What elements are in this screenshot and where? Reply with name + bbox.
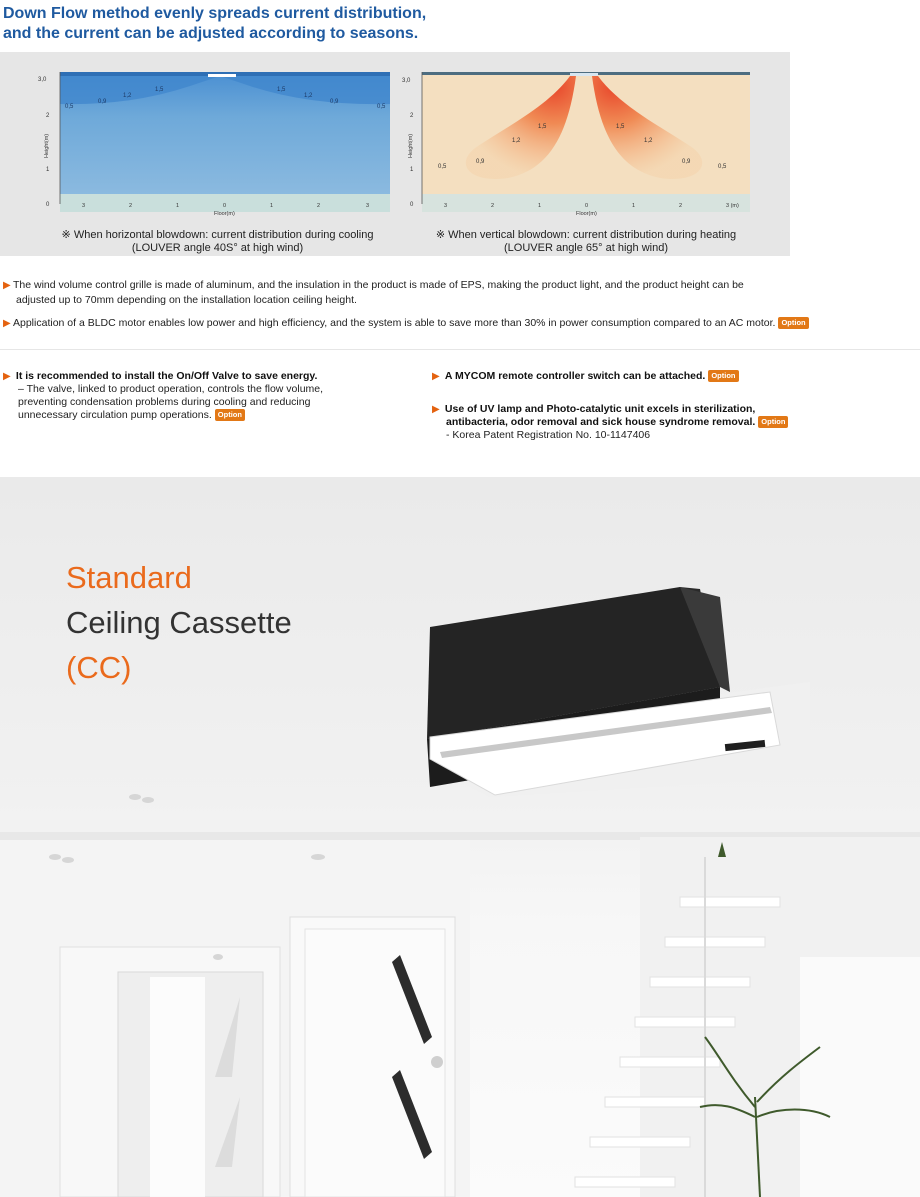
- heat-x-tick: 2: [491, 203, 495, 209]
- cooling-caption-line-1: ※ When horizontal blowdown: current distribution during cooling: [61, 229, 374, 241]
- cool-contour-label: 0,5: [377, 104, 386, 110]
- heat-contour-label: 0,5: [718, 164, 727, 170]
- heat-contour-label: 0,9: [476, 159, 485, 165]
- heat-y-tick-2: 2: [410, 113, 414, 119]
- cool-contour-label: 1,2: [304, 93, 313, 99]
- feature-uv: [432, 403, 872, 442]
- cool-contour-label: 0,9: [330, 99, 339, 105]
- cool-y-tick-2: 2: [46, 113, 50, 119]
- heating-caption: [416, 229, 756, 255]
- cool-x-tick: 2: [129, 203, 133, 209]
- heat-y-tick-0: 0: [410, 202, 414, 208]
- headline-line-2: and the current can be adjusted according to seasons.: [3, 25, 419, 42]
- bullet-grille-line-2: adjusted up to 70mm depending on the installation location ceiling height.: [16, 294, 357, 306]
- heat-x-tick: 0: [585, 203, 589, 209]
- unit-outlet: [570, 73, 598, 76]
- heat-y-axis-label: Height(m): [408, 133, 414, 158]
- option-badge: Option: [778, 317, 808, 329]
- feature-uv-title-2: antibacteria, odor removal and sick house syndrome removal.: [446, 416, 756, 428]
- cool-x-tick: 0: [223, 203, 227, 209]
- heating-distribution-figure: [398, 66, 758, 221]
- cool-x-tick: 2: [317, 203, 321, 209]
- hero-title-standard: Standard: [66, 560, 192, 595]
- feature-uv-note: - Korea Patent Registration No. 10-1147406: [446, 429, 651, 441]
- cool-contour-label: 0,9: [98, 99, 107, 105]
- cool-x-tick: 3: [82, 203, 86, 209]
- heat-x-axis-label: Floor(m): [576, 211, 597, 217]
- cool-y-axis-label: Height(m): [44, 133, 50, 158]
- window: [800, 957, 920, 1197]
- feature-valve: [3, 370, 403, 422]
- heating-caption-line-1: ※ When vertical blowdown: current distribution during heating: [435, 229, 737, 241]
- heat-y-tick-3: 3,0: [402, 78, 411, 84]
- heating-room-area: [422, 72, 750, 200]
- option-badge: Option: [758, 416, 788, 428]
- feature-uv-title-1: Use of UV lamp and Photo-catalytic unit excels in sterilization,: [444, 403, 756, 415]
- heat-contour-label: 0,9: [682, 159, 691, 165]
- cool-y-tick-0: 0: [46, 202, 50, 208]
- headline-line-1: Down Flow method evenly spreads current distribution,: [3, 5, 427, 22]
- heat-x-tick: 1: [632, 203, 636, 209]
- bullet-bldc: [3, 316, 913, 331]
- hero-title-cc: (CC): [66, 650, 132, 685]
- section-headline: [3, 4, 426, 44]
- cooling-caption-line-2: (LOUVER angle 40S° at high wind): [131, 242, 304, 254]
- orange-triangle-icon: ▶: [3, 371, 11, 382]
- feature-valve-line-1: – The valve, linked to product operation, controls the flow volume,: [18, 383, 324, 395]
- cooling-diagram: [30, 66, 395, 221]
- option-badge: Option: [708, 370, 738, 382]
- cool-contour-label: 1,5: [277, 87, 286, 93]
- cool-x-tick: 1: [270, 203, 274, 209]
- hero-section: [0, 477, 920, 1197]
- unit-outlet: [208, 74, 236, 77]
- hero-title-ceiling-cassette: Ceiling Cassette: [66, 605, 292, 640]
- option-badge: Option: [215, 409, 245, 421]
- heat-x-tick: 3: [444, 203, 448, 209]
- orange-triangle-icon: ▶: [3, 280, 11, 291]
- heat-contour-label: 1,5: [616, 124, 625, 130]
- figure-panel: [0, 52, 790, 256]
- cool-contour-label: 0,5: [65, 104, 74, 110]
- door-knob: [431, 1056, 443, 1068]
- feature-valve-line-2: preventing condensation problems during cooling and reducing: [18, 396, 311, 408]
- section-divider: [0, 349, 920, 350]
- cool-x-tick: 1: [176, 203, 180, 209]
- bullet-grille: [3, 278, 903, 307]
- feature-mycom-title: A MYCOM remote controller switch can be attached.: [444, 370, 706, 382]
- heat-contour-label: 1,5: [538, 124, 547, 130]
- heat-contour-label: 1,2: [512, 138, 521, 144]
- orange-triangle-icon: ▶: [432, 371, 440, 382]
- heat-x-tick: 1: [538, 203, 542, 209]
- heat-x-tick: 3 (m): [726, 203, 739, 209]
- bullet-grille-line-1: The wind volume control grille is made of aluminum, and the insulation in the product is made of EPS, making the product light, and the product height can be: [13, 279, 744, 291]
- feature-valve-line-3: unnecessary circulation pump operations.: [18, 409, 212, 421]
- heat-contour-label: 1,2: [644, 138, 653, 144]
- heating-diagram: [398, 66, 758, 221]
- orange-triangle-icon: ▶: [3, 318, 11, 329]
- bullet-bldc-text: Application of a BLDC motor enables low power and high efficiency, and the system is able to save more than 30% in power consumption compared to an AC motor.: [13, 317, 776, 329]
- cooling-caption: [40, 229, 395, 255]
- cool-y-tick-3: 3,0: [38, 77, 47, 83]
- cool-y-tick-1: 1: [46, 167, 50, 173]
- heat-y-tick-1: 1: [410, 167, 414, 173]
- cooling-distribution-figure: [30, 66, 395, 221]
- cool-x-tick: 3: [366, 203, 370, 209]
- feature-mycom: [432, 370, 852, 383]
- feature-valve-title: It is recommended to install the On/Off Valve to save energy.: [15, 370, 318, 382]
- cool-x-axis-label: Floor(m): [214, 211, 235, 217]
- heat-contour-label: 0,5: [438, 164, 447, 170]
- cool-contour-label: 1,2: [123, 93, 132, 99]
- cool-contour-label: 1,5: [155, 87, 164, 93]
- heating-caption-line-2: (LOUVER angle 65° at high wind): [504, 242, 668, 254]
- heat-x-tick: 2: [679, 203, 683, 209]
- orange-triangle-icon: ▶: [432, 404, 440, 415]
- ceiling-cassette-unit: [418, 587, 810, 797]
